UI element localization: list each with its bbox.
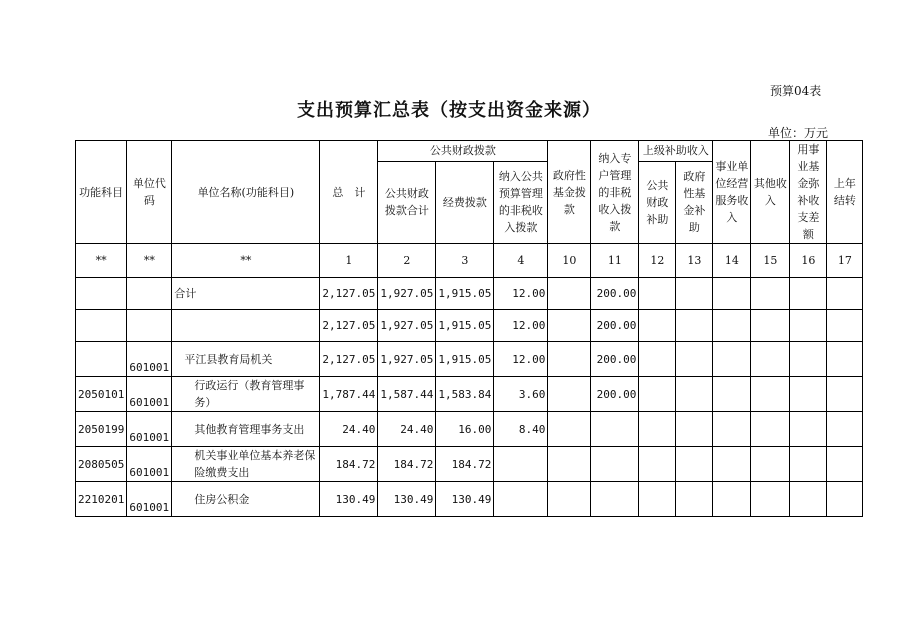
cell-total: 24.40 (320, 412, 378, 447)
cell-unit-code: 601001 (127, 412, 172, 447)
table-row (76, 377, 863, 412)
table-row (76, 310, 863, 342)
cell-func-code: 2050199 (76, 412, 127, 447)
unit-label: 单位：万元 (768, 126, 829, 140)
cell-nontax-budget: 12.00 (494, 342, 548, 377)
cell-operating: 1,915.05 (436, 310, 494, 342)
cell-operating: 1,915.05 (436, 342, 494, 377)
cell-unit-code (127, 278, 172, 310)
cell-nontax-special (591, 482, 639, 517)
cell-func-code: 2080505 (76, 447, 127, 482)
cell-gov-fund (548, 342, 591, 377)
column-number: ** (127, 244, 172, 278)
header-upper-subsidy: 上级补助收入 (639, 141, 713, 162)
budget-table (75, 140, 863, 517)
cell-func-code: 2050101 (76, 377, 127, 412)
cell-gov-fund (548, 412, 591, 447)
cell-gov-fund (548, 377, 591, 412)
cell-nontax-budget: 12.00 (494, 310, 548, 342)
column-number: 17 (827, 244, 863, 278)
cell-gov-fund (548, 278, 591, 310)
cell-public-total: 130.49 (378, 482, 436, 517)
cell-public-total: 1,927.05 (378, 278, 436, 310)
cell-gov-fund (548, 482, 591, 517)
header-gov-fund: 政府性基金拨款 (548, 141, 591, 244)
header-business: 事业单位经营服务收入 (713, 141, 751, 244)
column-number: ** (172, 244, 320, 278)
cell-operating: 184.72 (436, 447, 494, 482)
header-upper-gov-fund: 政府性基金补助 (676, 161, 713, 243)
cell-func-code (76, 310, 127, 342)
table-row (76, 412, 863, 447)
column-number: 1 (320, 244, 378, 278)
cell-func-code (76, 342, 127, 377)
cell-nontax-budget: 3.60 (494, 377, 548, 412)
cell-public-total: 1,927.05 (378, 310, 436, 342)
cell-func-code (76, 278, 127, 310)
cell-nontax-budget (494, 447, 548, 482)
form-number: 预算04表 (770, 84, 822, 98)
header-total: 总 计 (320, 141, 378, 244)
column-number: 13 (676, 244, 713, 278)
column-number-row (76, 244, 863, 278)
column-number: 15 (751, 244, 790, 278)
header-carryover: 上年结转 (827, 141, 863, 244)
header-nontax-budget: 纳入公共预算管理的非税收入拨款 (494, 161, 548, 243)
cell-unit-code: 601001 (127, 342, 172, 377)
cell-nontax-special: 200.00 (591, 342, 639, 377)
cell-total: 184.72 (320, 447, 378, 482)
cell-unit-code: 601001 (127, 377, 172, 412)
cell-total: 2,127.05 (320, 278, 378, 310)
column-number: 3 (436, 244, 494, 278)
column-number: 16 (790, 244, 827, 278)
column-number: 10 (548, 244, 591, 278)
column-number: 11 (591, 244, 639, 278)
cell-unit-name: 平江县教育局机关 (172, 342, 320, 377)
cell-unit-name (172, 310, 320, 342)
cell-total: 2,127.05 (320, 342, 378, 377)
cell-unit-code: 601001 (127, 447, 172, 482)
cell-nontax-special (591, 447, 639, 482)
table-row (76, 342, 863, 377)
cell-operating: 1,583.84 (436, 377, 494, 412)
column-number: 2 (378, 244, 436, 278)
cell-nontax-special: 200.00 (591, 377, 639, 412)
header-career-fund: 用事业基金弥补收支差额 (790, 141, 827, 244)
header-unit-code: 单位代码 (127, 141, 172, 244)
header-other: 其他收入 (751, 141, 790, 244)
cell-func-code: 2210201 (76, 482, 127, 517)
cell-nontax-budget: 8.40 (494, 412, 548, 447)
table-row (76, 447, 863, 482)
header-public-total: 公共财政拨款合计 (378, 161, 436, 243)
cell-unit-code (127, 310, 172, 342)
cell-unit-name: 行政运行（教育管理事务） (172, 377, 320, 412)
cell-nontax-special: 200.00 (591, 278, 639, 310)
cell-public-total: 24.40 (378, 412, 436, 447)
cell-nontax-special: 200.00 (591, 310, 639, 342)
cell-unit-name: 机关事业单位基本养老保险缴费支出 (172, 447, 320, 482)
cell-total: 2,127.05 (320, 310, 378, 342)
cell-nontax-special (591, 412, 639, 447)
cell-unit-name: 其他教育管理事务支出 (172, 412, 320, 447)
table-row (76, 482, 863, 517)
header-public-fiscal: 公共财政拨款 (378, 141, 548, 162)
cell-total: 130.49 (320, 482, 378, 517)
page-title: 支出预算汇总表（按支出资金来源） (297, 100, 601, 121)
cell-public-total: 1,587.44 (378, 377, 436, 412)
header-operating: 经费拨款 (436, 161, 494, 243)
cell-gov-fund (548, 447, 591, 482)
column-number: ** (76, 244, 127, 278)
cell-operating: 16.00 (436, 412, 494, 447)
column-number: 12 (639, 244, 676, 278)
column-number: 4 (494, 244, 548, 278)
cell-unit-name: 合计 (172, 278, 320, 310)
cell-unit-name: 住房公积金 (172, 482, 320, 517)
header-unit-name: 单位名称(功能科目) (172, 141, 320, 244)
cell-operating: 1,915.05 (436, 278, 494, 310)
cell-nontax-budget (494, 482, 548, 517)
cell-total: 1,787.44 (320, 377, 378, 412)
table-row (76, 278, 863, 310)
cell-unit-code: 601001 (127, 482, 172, 517)
header-func-code: 功能科目 (76, 141, 127, 244)
cell-nontax-budget: 12.00 (494, 278, 548, 310)
cell-public-total: 1,927.05 (378, 342, 436, 377)
column-number: 14 (713, 244, 751, 278)
cell-gov-fund (548, 310, 591, 342)
cell-public-total: 184.72 (378, 447, 436, 482)
header-upper-public: 公共财政补助 (639, 161, 676, 243)
cell-operating: 130.49 (436, 482, 494, 517)
header-nontax-special: 纳入专户管理的非税收入拨款 (591, 141, 639, 244)
